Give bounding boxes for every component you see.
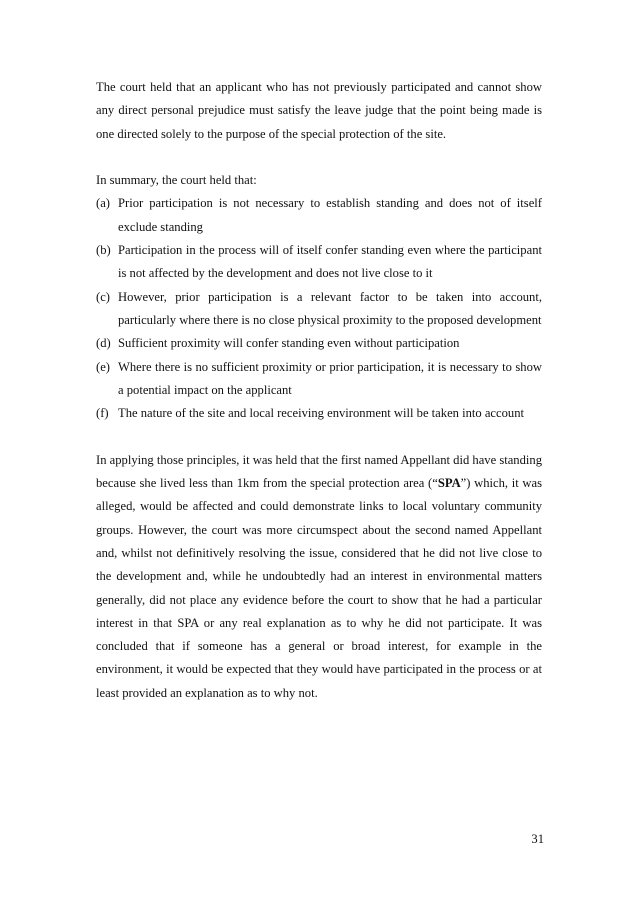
- page-body: [96, 76, 542, 705]
- paragraph-text-start: In applying those principles, it was held that the first named Appellant did have standing because she lived less than 1km from the special protection area (“: [96, 452, 542, 491]
- list-item: [96, 402, 542, 425]
- paragraph-applying-principles: [96, 449, 542, 705]
- paragraph-text-rest: ”) which, it was alleged, would be affected and could demonstrate links to local voluntary community groups. However, the court was more circumspect about the second named Appellant and, whilst not definitively resolving the issue, considered that he did not live close to the development and, while he undoubtedly had an interest in environmental matters generally, did not place any evidence before the court to show that he had a particular interest in that SPA or any real explanation as to why he did not participate. It was concluded that if someone has a general or broad interest, for example in the environment, it would be expected that they would have participated in the process or at least provided an explanation as to why not.: [96, 476, 542, 700]
- list-item-text: Participation in the process will of itself confer standing even where the participant is not affected by the development and does not live close to it: [118, 243, 542, 281]
- list-marker: (a): [96, 196, 110, 211]
- summary-list: [96, 192, 542, 425]
- list-marker: (d): [96, 336, 111, 351]
- list-marker: (f): [96, 406, 109, 421]
- summary-intro: In summary, the court held that:: [96, 173, 257, 188]
- list-item: [96, 356, 542, 403]
- paragraph-standing-test: The court held that an applicant who has not previously participated and cannot show any direct personal prejudice must satisfy the leave judge that the point being made is one directed solely to the purpose of the special protection of the site.: [96, 80, 542, 141]
- paragraph-gap: [96, 146, 542, 169]
- list-item-text: However, prior participation is a relevant factor to be taken into account, particularly where there is no close physical proximity to the proposed development: [118, 289, 542, 327]
- list-item-text: The nature of the site and local receiving environment will be taken into account: [118, 406, 525, 421]
- list-item: [96, 332, 542, 355]
- list-item-text: Where there is no sufficient proximity or prior participation, it is necessary to show a potential impact on the applicant: [118, 359, 542, 397]
- list-item-text: Sufficient proximity will confer standing even without participation: [118, 336, 460, 351]
- paragraph-gap: [96, 425, 542, 448]
- list-item-text: Prior participation is not necessary to establish standing and does not of itself exclude standing: [118, 196, 542, 234]
- list-marker: (b): [96, 243, 111, 258]
- list-marker: (e): [96, 359, 110, 374]
- list-marker: (c): [96, 289, 110, 304]
- list-item: [96, 192, 542, 239]
- page-number: 31: [531, 832, 544, 846]
- list-item: [96, 286, 542, 333]
- spa-defined-term: SPA: [437, 476, 461, 491]
- list-item: [96, 239, 542, 286]
